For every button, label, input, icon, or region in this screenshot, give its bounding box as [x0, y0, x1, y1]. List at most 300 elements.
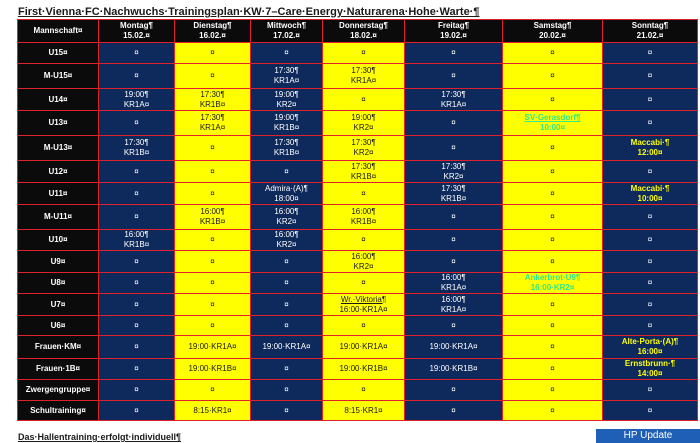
cell-line: ¤	[210, 278, 215, 287]
cell-line: KR1B¤	[123, 148, 150, 157]
cell-tuesday	[175, 89, 251, 111]
cell-line: ¤	[550, 48, 555, 57]
cell-line: ¤	[284, 166, 289, 176]
cell-line: ¤	[134, 342, 139, 351]
cell-line: 16:00¶	[441, 294, 466, 304]
cell-monday	[99, 380, 175, 401]
cell-line: ¤	[451, 256, 456, 266]
header-row	[18, 20, 698, 43]
cell-line: ¤	[550, 235, 555, 244]
cell-saturday	[503, 273, 603, 294]
cell-line: ¤	[451, 71, 456, 80]
table-row	[18, 336, 698, 359]
cell-line: ¤	[284, 385, 289, 394]
cell-line: ¤	[134, 256, 139, 266]
cell-friday	[405, 380, 503, 401]
cell-line: 17:30¶	[200, 89, 225, 99]
cell-thursday	[323, 89, 405, 111]
cell-sunday	[603, 161, 698, 183]
cell-tuesday	[175, 359, 251, 380]
day-name: Montag¶	[120, 21, 153, 30]
cell-wednesday	[251, 251, 323, 273]
cell-line: 19:00¶	[124, 89, 149, 99]
footer-note: Das·Hallentraining·erfolgt·individuell¶	[18, 432, 182, 442]
cell-thursday	[323, 64, 405, 89]
cell-line: 19:00¶	[274, 113, 299, 122]
cell-saturday	[503, 294, 603, 316]
cell-tuesday	[175, 273, 251, 294]
cell-line: ¤	[647, 235, 653, 244]
cell-thursday	[323, 161, 405, 183]
cell-tuesday	[175, 111, 251, 136]
cell-sunday	[603, 336, 698, 359]
cell-line: ¤	[647, 166, 653, 176]
cell-wednesday	[251, 111, 323, 136]
cell-wednesday	[251, 64, 323, 89]
cell-monday	[99, 89, 175, 111]
cell-line: 16:00¶	[274, 207, 299, 216]
cell-tuesday	[175, 136, 251, 161]
cell-line: 10:00¤	[637, 193, 663, 203]
cell-saturday	[503, 230, 603, 251]
header-saturday	[503, 20, 603, 43]
cell-wednesday	[251, 336, 323, 359]
cell-sunday	[603, 251, 698, 273]
team-name: U8¤	[18, 273, 99, 294]
header-friday	[405, 20, 503, 43]
table-row	[18, 230, 698, 251]
cell-line: ¤	[550, 342, 555, 351]
cell-line: ¤	[361, 94, 366, 104]
cell-line: KR1B¤	[273, 123, 300, 132]
cell-line: ¤	[361, 320, 366, 330]
cell-line: KR1A¤	[440, 304, 467, 314]
cell-line: 17:30¶	[274, 66, 299, 75]
cell-saturday	[503, 380, 603, 401]
cell-line: ¤	[550, 166, 555, 176]
cell-line: ¤	[284, 48, 289, 57]
table-row	[18, 380, 698, 401]
cell-line: ¤	[451, 235, 456, 244]
cell-monday	[99, 43, 175, 64]
cell-wednesday	[251, 294, 323, 316]
cell-monday	[99, 336, 175, 359]
cell-line: 16:00¶	[274, 230, 299, 239]
cell-line: KR1A¤	[350, 76, 377, 85]
cell-line: ¤	[550, 320, 555, 330]
cell-line: KR1A¤	[440, 99, 467, 109]
cell-wednesday	[251, 359, 323, 380]
cell-line: ¤	[284, 256, 289, 266]
cell-sunday	[603, 43, 698, 64]
cell-line: ¤	[451, 405, 456, 415]
cell-line: KR1B¤	[350, 171, 377, 181]
cell-line: 16:00¶	[441, 273, 466, 282]
cell-thursday	[323, 336, 405, 359]
cell-friday	[405, 64, 503, 89]
cell-line: ¤	[284, 320, 289, 330]
cell-line: 16:00¶	[351, 251, 376, 261]
cell-wednesday	[251, 89, 323, 111]
cell-line: 10:00¤	[540, 123, 565, 132]
cell-tuesday	[175, 230, 251, 251]
cell-line: KR1A¤	[273, 76, 300, 85]
cell-wednesday	[251, 43, 323, 64]
cell-friday	[405, 359, 503, 380]
day-date: 15.02.¤	[123, 31, 150, 40]
cell-monday	[99, 359, 175, 380]
cell-line: ¤	[647, 71, 653, 80]
cell-line: ¤	[210, 188, 215, 198]
cell-line: 17:30¶	[441, 183, 466, 193]
cell-saturday	[503, 64, 603, 89]
cell-saturday	[503, 336, 603, 359]
cell-line: ¤	[451, 143, 456, 152]
cell-line: 19:00·KR1A¤	[429, 342, 478, 351]
header-monday	[99, 20, 175, 43]
table-row	[18, 316, 698, 336]
cell-thursday	[323, 136, 405, 161]
cell-wednesday	[251, 273, 323, 294]
cell-thursday	[323, 183, 405, 205]
cell-line: 19:00·KR1A¤	[262, 342, 311, 351]
cell-line: ¤	[134, 299, 139, 309]
table-row	[18, 273, 698, 294]
team-name: U12¤	[18, 161, 99, 183]
cell-line: 16:00¶	[124, 230, 149, 239]
cell-line: ¤	[210, 71, 215, 80]
cell-line: ¤	[210, 256, 215, 266]
cell-line: KR2¤	[443, 171, 464, 181]
cell-line: KR1B¤	[199, 99, 226, 109]
cell-line: ¤	[451, 385, 456, 394]
team-name: U6¤	[18, 316, 99, 336]
cell-thursday	[323, 251, 405, 273]
hp-update-button[interactable]: HP Update	[596, 429, 700, 443]
team-name: U11¤	[18, 183, 99, 205]
cell-line: SV·Gerasdorf¶	[524, 113, 581, 122]
cell-line: ¤	[210, 143, 215, 152]
cell-line: KR1A¤	[440, 283, 467, 292]
cell-line: KR1B¤	[123, 240, 150, 249]
cell-friday	[405, 161, 503, 183]
team-name: Schultraining¤	[18, 401, 99, 421]
cell-line: ¤	[284, 364, 289, 373]
cell-line: KR2¤	[353, 148, 374, 157]
cell-line: ¤	[647, 385, 653, 394]
cell-line: ¤	[451, 320, 456, 330]
cell-line: ¤	[134, 166, 139, 176]
cell-monday	[99, 136, 175, 161]
cell-monday	[99, 294, 175, 316]
cell-line: ¤	[134, 212, 139, 221]
team-name: M-U13¤	[18, 136, 99, 161]
cell-line: KR1A¤	[123, 99, 150, 109]
cell-line: ¤	[284, 405, 289, 415]
table-row	[18, 161, 698, 183]
cell-line: ¤	[647, 94, 653, 104]
cell-sunday	[603, 380, 698, 401]
cell-monday	[99, 230, 175, 251]
cell-line: ¤	[361, 278, 366, 287]
day-name: Dienstag¶	[193, 21, 232, 30]
cell-line: KR2¤	[353, 261, 374, 271]
cell-line: KR2¤	[276, 240, 297, 249]
table-row	[18, 205, 698, 230]
team-name: Zwergengruppe¤	[18, 380, 99, 401]
cell-line: ¤	[134, 71, 139, 80]
cell-line: 19:00·KR1A¤	[188, 342, 237, 351]
day-name: Freitag¶	[437, 21, 470, 30]
cell-line: 12:00¤	[637, 148, 663, 157]
cell-line: 14:00¤	[637, 369, 663, 378]
cell-line: ¤	[647, 212, 653, 221]
cell-saturday	[503, 251, 603, 273]
cell-saturday	[503, 401, 603, 421]
cell-line: ¤	[134, 118, 139, 127]
cell-wednesday	[251, 183, 323, 205]
cell-line: ¤	[647, 48, 653, 57]
cell-monday	[99, 161, 175, 183]
cell-saturday	[503, 359, 603, 380]
cell-monday	[99, 111, 175, 136]
cell-line: ¤	[550, 405, 555, 415]
cell-thursday	[323, 294, 405, 316]
header-team: Mannschaft¤	[18, 20, 99, 43]
cell-line: ¤	[361, 235, 366, 244]
cell-thursday	[323, 230, 405, 251]
cell-saturday	[503, 161, 603, 183]
cell-line: KR2¤	[276, 99, 297, 109]
day-name: Donnerstag¶	[339, 21, 388, 30]
cell-line: ¤	[134, 320, 139, 330]
cell-line: ¤	[284, 299, 289, 309]
team-name: U13¤	[18, 111, 99, 136]
day-date: 21.02.¤	[636, 31, 664, 40]
cell-line: ¤	[210, 235, 215, 244]
cell-line: Ernstbrunn·¶	[624, 359, 676, 368]
cell-thursday	[323, 401, 405, 421]
header-thursday	[323, 20, 405, 43]
cell-line: ¤	[647, 256, 653, 266]
cell-sunday	[603, 136, 698, 161]
cell-line: 19:00·KR1A¤	[339, 342, 388, 351]
day-date: 18.02.¤	[350, 31, 377, 40]
cell-thursday	[323, 380, 405, 401]
cell-line: KR1A¤	[199, 123, 226, 132]
cell-thursday	[323, 111, 405, 136]
cell-tuesday	[175, 336, 251, 359]
cell-line: 17:30¶	[351, 138, 376, 147]
training-schedule-table	[17, 19, 698, 421]
cell-wednesday	[251, 161, 323, 183]
cell-line: ¤	[550, 71, 555, 80]
cell-line: ¤	[647, 320, 653, 330]
cell-line: KR1B¤	[440, 193, 467, 203]
day-date: 17.02.¤	[273, 31, 300, 40]
cell-sunday	[603, 205, 698, 230]
team-name: U15¤	[18, 43, 99, 64]
cell-line: 8:15·KR1¤	[344, 405, 383, 415]
cell-tuesday	[175, 205, 251, 230]
cell-line: ¤	[134, 188, 139, 198]
cell-line: ¤	[134, 364, 139, 373]
table-row	[18, 64, 698, 89]
cell-line: ¤	[451, 118, 456, 127]
cell-sunday	[603, 89, 698, 111]
cell-line: ¤	[284, 278, 289, 287]
cell-friday	[405, 273, 503, 294]
cell-sunday	[603, 273, 698, 294]
cell-tuesday	[175, 380, 251, 401]
cell-line: ¤	[647, 299, 653, 309]
cell-line: Admira·(A)¶	[265, 183, 308, 193]
table-row	[18, 401, 698, 421]
cell-friday	[405, 316, 503, 336]
cell-friday	[405, 136, 503, 161]
cell-saturday	[503, 316, 603, 336]
cell-saturday	[503, 136, 603, 161]
header-tuesday	[175, 20, 251, 43]
table-row	[18, 294, 698, 316]
cell-line: ¤	[210, 48, 215, 57]
day-date: 20.02.¤	[539, 31, 566, 40]
cell-friday	[405, 183, 503, 205]
cell-line: 19:00¶	[274, 89, 299, 99]
day-name: Mittwoch¶	[266, 21, 307, 30]
cell-friday	[405, 89, 503, 111]
cell-tuesday	[175, 64, 251, 89]
cell-friday	[405, 294, 503, 316]
cell-saturday	[503, 111, 603, 136]
day-name: Samstag¶	[533, 21, 572, 30]
cell-tuesday	[175, 183, 251, 205]
cell-line: 16:00¶	[200, 207, 225, 216]
cell-line: ¤	[210, 166, 215, 176]
cell-line: 17:30¶	[351, 161, 376, 171]
cell-line: ¤	[647, 118, 653, 127]
cell-line: ¤	[550, 299, 555, 309]
cell-line: 19:00¶	[351, 113, 376, 122]
team-name: M-U15¤	[18, 64, 99, 89]
cell-line: ¤	[134, 405, 139, 415]
cell-monday	[99, 183, 175, 205]
cell-sunday	[603, 183, 698, 205]
cell-tuesday	[175, 401, 251, 421]
cell-line: ¤	[550, 212, 555, 221]
cell-sunday	[603, 230, 698, 251]
cell-line: 16:00·KR1A¤	[339, 304, 388, 314]
cell-line: 16:00·KR2¤	[530, 283, 575, 292]
day-date: 19.02.¤	[440, 31, 467, 40]
cell-thursday	[323, 205, 405, 230]
cell-tuesday	[175, 43, 251, 64]
cell-tuesday	[175, 316, 251, 336]
cell-line: KR1B¤	[199, 217, 226, 226]
cell-line: ¤	[210, 320, 215, 330]
table-row	[18, 136, 698, 161]
cell-line: ¤	[550, 256, 555, 266]
cell-sunday	[603, 316, 698, 336]
cell-line: Wr.·Viktoria¶	[340, 294, 387, 304]
cell-line: Maccabi·¶	[630, 138, 670, 147]
cell-tuesday	[175, 294, 251, 316]
cell-saturday	[503, 205, 603, 230]
team-name: U7¤	[18, 294, 99, 316]
cell-line: ¤	[647, 278, 653, 287]
cell-line: ¤	[361, 385, 366, 394]
cell-line: 19:00·KR1B¤	[188, 364, 237, 373]
table-row	[18, 111, 698, 136]
cell-thursday	[323, 43, 405, 64]
cell-line: KR2¤	[276, 217, 297, 226]
cell-wednesday	[251, 136, 323, 161]
cell-line: ¤	[647, 405, 653, 415]
cell-line: ¤	[210, 299, 215, 309]
cell-line: Alte·Porta·(A)¶	[621, 337, 679, 346]
cell-saturday	[503, 183, 603, 205]
cell-friday	[405, 251, 503, 273]
cell-monday	[99, 64, 175, 89]
cell-line: ¤	[361, 48, 366, 57]
cell-friday	[405, 111, 503, 136]
cell-sunday	[603, 401, 698, 421]
cell-line: ¤	[550, 188, 555, 198]
team-name: M-U11¤	[18, 205, 99, 230]
cell-line: 8:15·KR1¤	[193, 405, 232, 415]
cell-sunday	[603, 359, 698, 380]
cell-monday	[99, 401, 175, 421]
cell-wednesday	[251, 380, 323, 401]
team-name: U10¤	[18, 230, 99, 251]
cell-line: ¤	[210, 385, 215, 394]
cell-line: ¤	[550, 94, 555, 104]
day-date: 16.02.¤	[199, 31, 226, 40]
page-title: First·Vienna·FC·Nachwuchs·Trainingsplan·KW·7–Care·Energy·Naturarena·Hohe·Warte·¶	[18, 6, 480, 18]
cell-wednesday	[251, 205, 323, 230]
cell-sunday	[603, 64, 698, 89]
cell-friday	[405, 230, 503, 251]
cell-line: 19:00·KR1B¤	[339, 364, 388, 373]
cell-thursday	[323, 359, 405, 380]
cell-sunday	[603, 294, 698, 316]
cell-line: 19:00·KR1B¤	[429, 364, 478, 373]
cell-thursday	[323, 273, 405, 294]
cell-monday	[99, 205, 175, 230]
cell-wednesday	[251, 316, 323, 336]
table-row	[18, 89, 698, 111]
cell-line: ¤	[134, 278, 139, 287]
cell-line: ¤	[134, 385, 139, 394]
cell-thursday	[323, 316, 405, 336]
cell-line: 17:30¶	[441, 161, 466, 171]
table-row	[18, 183, 698, 205]
cell-line: ¤	[550, 364, 555, 373]
cell-line: Maccabi·¶	[630, 183, 670, 193]
cell-line: ¤	[361, 188, 366, 198]
cell-tuesday	[175, 251, 251, 273]
team-name: U9¤	[18, 251, 99, 273]
cell-tuesday	[175, 161, 251, 183]
team-name: Frauen·KM¤	[18, 336, 99, 359]
cell-line: 16:00¤	[637, 347, 663, 356]
cell-line: KR1B¤	[273, 148, 300, 157]
table-row	[18, 359, 698, 380]
cell-wednesday	[251, 401, 323, 421]
cell-sunday	[603, 111, 698, 136]
cell-line: ¤	[451, 212, 456, 221]
cell-line: 17:30¶	[351, 66, 376, 75]
